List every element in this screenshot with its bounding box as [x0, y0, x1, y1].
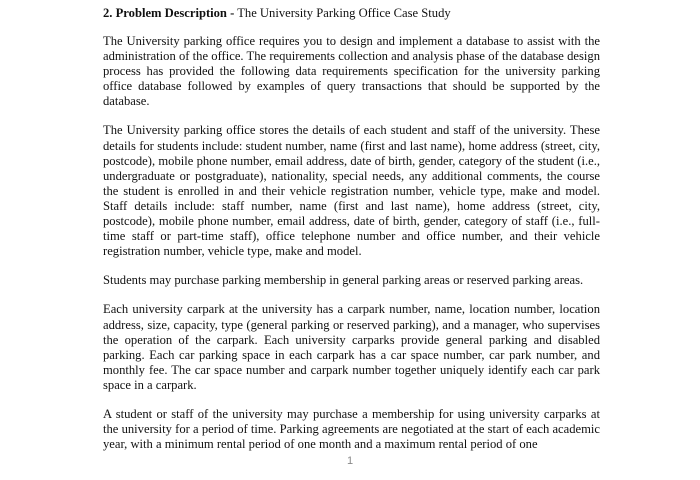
section-title: The University Parking Office Case Study: [237, 6, 451, 20]
paragraph-carpark-details: Each university carpark at the university has a carpark number, name, location number, location address, size, capacity, type (general parking or reserved parking), and a manager, who supervises the operation of the carpark. Each university carparks provide general parking and disabled parking. Each car parking space in each carpark has a car space number, car park number, and monthly fee. The car space number and carpark number together uniquely identify each car park space in a carpark.: [103, 302, 600, 392]
paragraph-person-details: The University parking office stores the details of each student and staff of the university. These details for students include: student number, name (first and last name), home address (street, city, postcode), mobile phone number, email address, date of birth, gender, category of the student (i.e., undergraduate or postgraduate), nationality, special needs, any additional comments, the course the student is enrolled in and their vehicle registration number, vehicle type, make and model. Staff details include: staff number, name (first and last name), home address (street, city, postcode), mobile phone number, email address, date of birth, gender, category of staff (i.e., full-time staff or part-time staff), office telephone number and office number, and their vehicle registration number, vehicle type, make and model.: [103, 123, 600, 259]
paragraph-membership-period: A student or staff of the university may purchase a membership for using university carparks at the university for a period of time. Parking agreements are negotiated at the start of each academic year, with a minimum rental period of one month and a maximum rental period of one: [103, 406, 600, 452]
section-number-label: 2. Problem Description -: [103, 6, 235, 20]
paragraph-intro: The University parking office requires you to design and implement a database to assist with the administration of the office. The requirements collection and analysis phase of the database design process has provided the following data requirements specification for the university parking office database followed by examples of query transactions that should be supported by the database.: [103, 34, 600, 109]
section-heading: [103, 6, 600, 21]
page-number: 1: [346, 455, 354, 467]
paragraph-parking-membership: Students may purchase parking membership in general parking areas or reserved parking areas.: [103, 273, 584, 288]
document-page: [103, 6, 600, 466]
